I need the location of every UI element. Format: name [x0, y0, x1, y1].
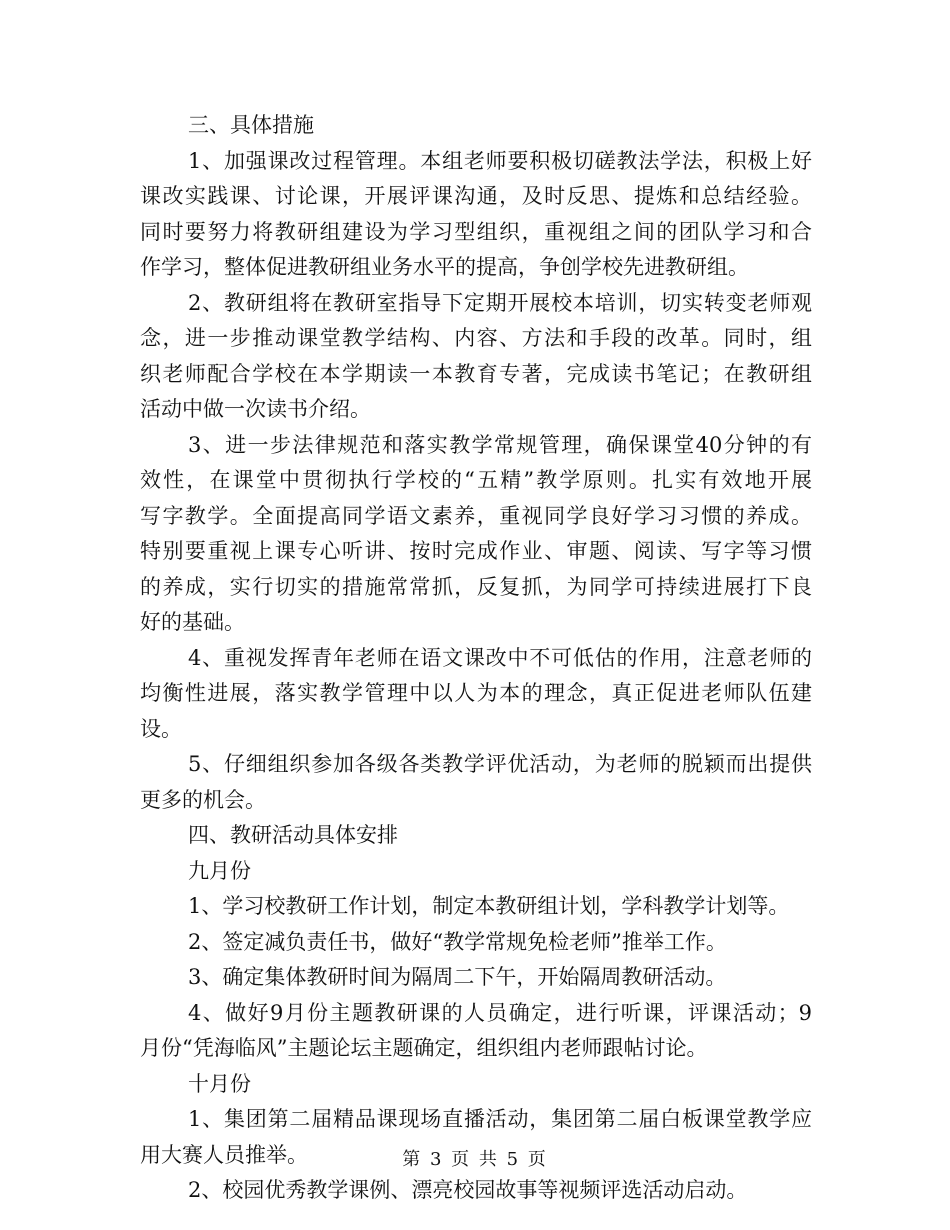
- text-line: 设。: [140, 716, 182, 741]
- text-line: 3、确定集体教研时间为隔周二下午，开始隔周教研活动。: [188, 965, 727, 989]
- text-line: 作学习，整体促进教研组业务水平的提高，争创学校先进教研组。: [140, 255, 749, 279]
- text-line: 1、集团第二届精品课现场直播活动，集团第二届白板课堂教学应: [188, 1107, 812, 1131]
- text-line: 月份“凭海临风”主题论坛主题确定，组织组内老师跟帖讨论。: [140, 1036, 708, 1060]
- text-line: 的养成，实行切实的措施常常抓，反复抓，为同学可持续进展打下良: [140, 574, 812, 599]
- text-line: 1、学习校教研工作计划，制定本教研组计划，学科教学计划等。: [188, 894, 790, 918]
- text-line: 均衡性进展，落实教学管理中以人为本的理念，真正促进老师队伍建: [140, 681, 812, 705]
- text-line: 写字教学。全面提高同学语文素养，重视同学良好学习习惯的养成。: [140, 503, 812, 528]
- text-line: 三、具体措施: [188, 113, 314, 137]
- page-number-footer: 第 3 页 共 5 页: [402, 1149, 548, 1170]
- text-line: 2、校园优秀教学课例、漂亮校园故事等视频评选活动启动。: [188, 1178, 748, 1202]
- text-line: 十月份: [188, 1071, 251, 1096]
- text-line: 3、进一步法律规范和落实教学常规管理，确保课堂40分钟的有: [188, 432, 812, 457]
- text-line: 织老师配合学校在本学期读一本教育专著，完成读书笔记；在教研组: [140, 361, 812, 386]
- text-line: 4、做好9月份主题教研课的人员确定，进行听课，评课活动；9: [188, 1000, 812, 1025]
- text-line: 2、签定减负责任书，做好“教学常规免检老师”推举工作。: [188, 929, 727, 954]
- text-line: 好的基础。: [140, 610, 245, 634]
- text-line: 用大赛人员推举。: [140, 1142, 308, 1167]
- text-line: 课改实践课、讨论课，开展评课沟通，及时反思、提炼和总结经验。: [140, 184, 812, 208]
- text-line: 念，进一步推动课堂教学结构、内容、方法和手段的改革。同时，组: [140, 326, 812, 350]
- text-line: 5、仔细组织参加各级各类教学评优活动，为老师的脱颖而出提供: [188, 752, 812, 776]
- text-line: 效性，在课堂中贯彻执行学校的“五精”教学原则。扎实有效地开展: [140, 468, 812, 492]
- text-line: 2、教研组将在教研室指导下定期开展校本培训，切实转变老师观: [188, 290, 812, 315]
- document-body: [140, 108, 812, 1209]
- text-line: 四、教研活动具体安排: [188, 823, 398, 847]
- text-line: 活动中做一次读书介绍。: [140, 397, 371, 421]
- text-line: 同时要努力将教研组建设为学习型组织，重视组之间的团队学习和合: [140, 219, 812, 244]
- text-line: 1、加强课改过程管理。本组老师要积极切磋教法学法，积极上好: [188, 148, 812, 173]
- text-line: 更多的机会。: [140, 787, 266, 812]
- text-line: 九月份: [188, 858, 251, 883]
- text-line: 特别要重视上课专心听讲、按时完成作业、审题、阅读、写字等习惯: [140, 539, 812, 563]
- text-line: 4、重视发挥青年老师在语文课改中不可低估的作用，注意老师的: [188, 645, 812, 670]
